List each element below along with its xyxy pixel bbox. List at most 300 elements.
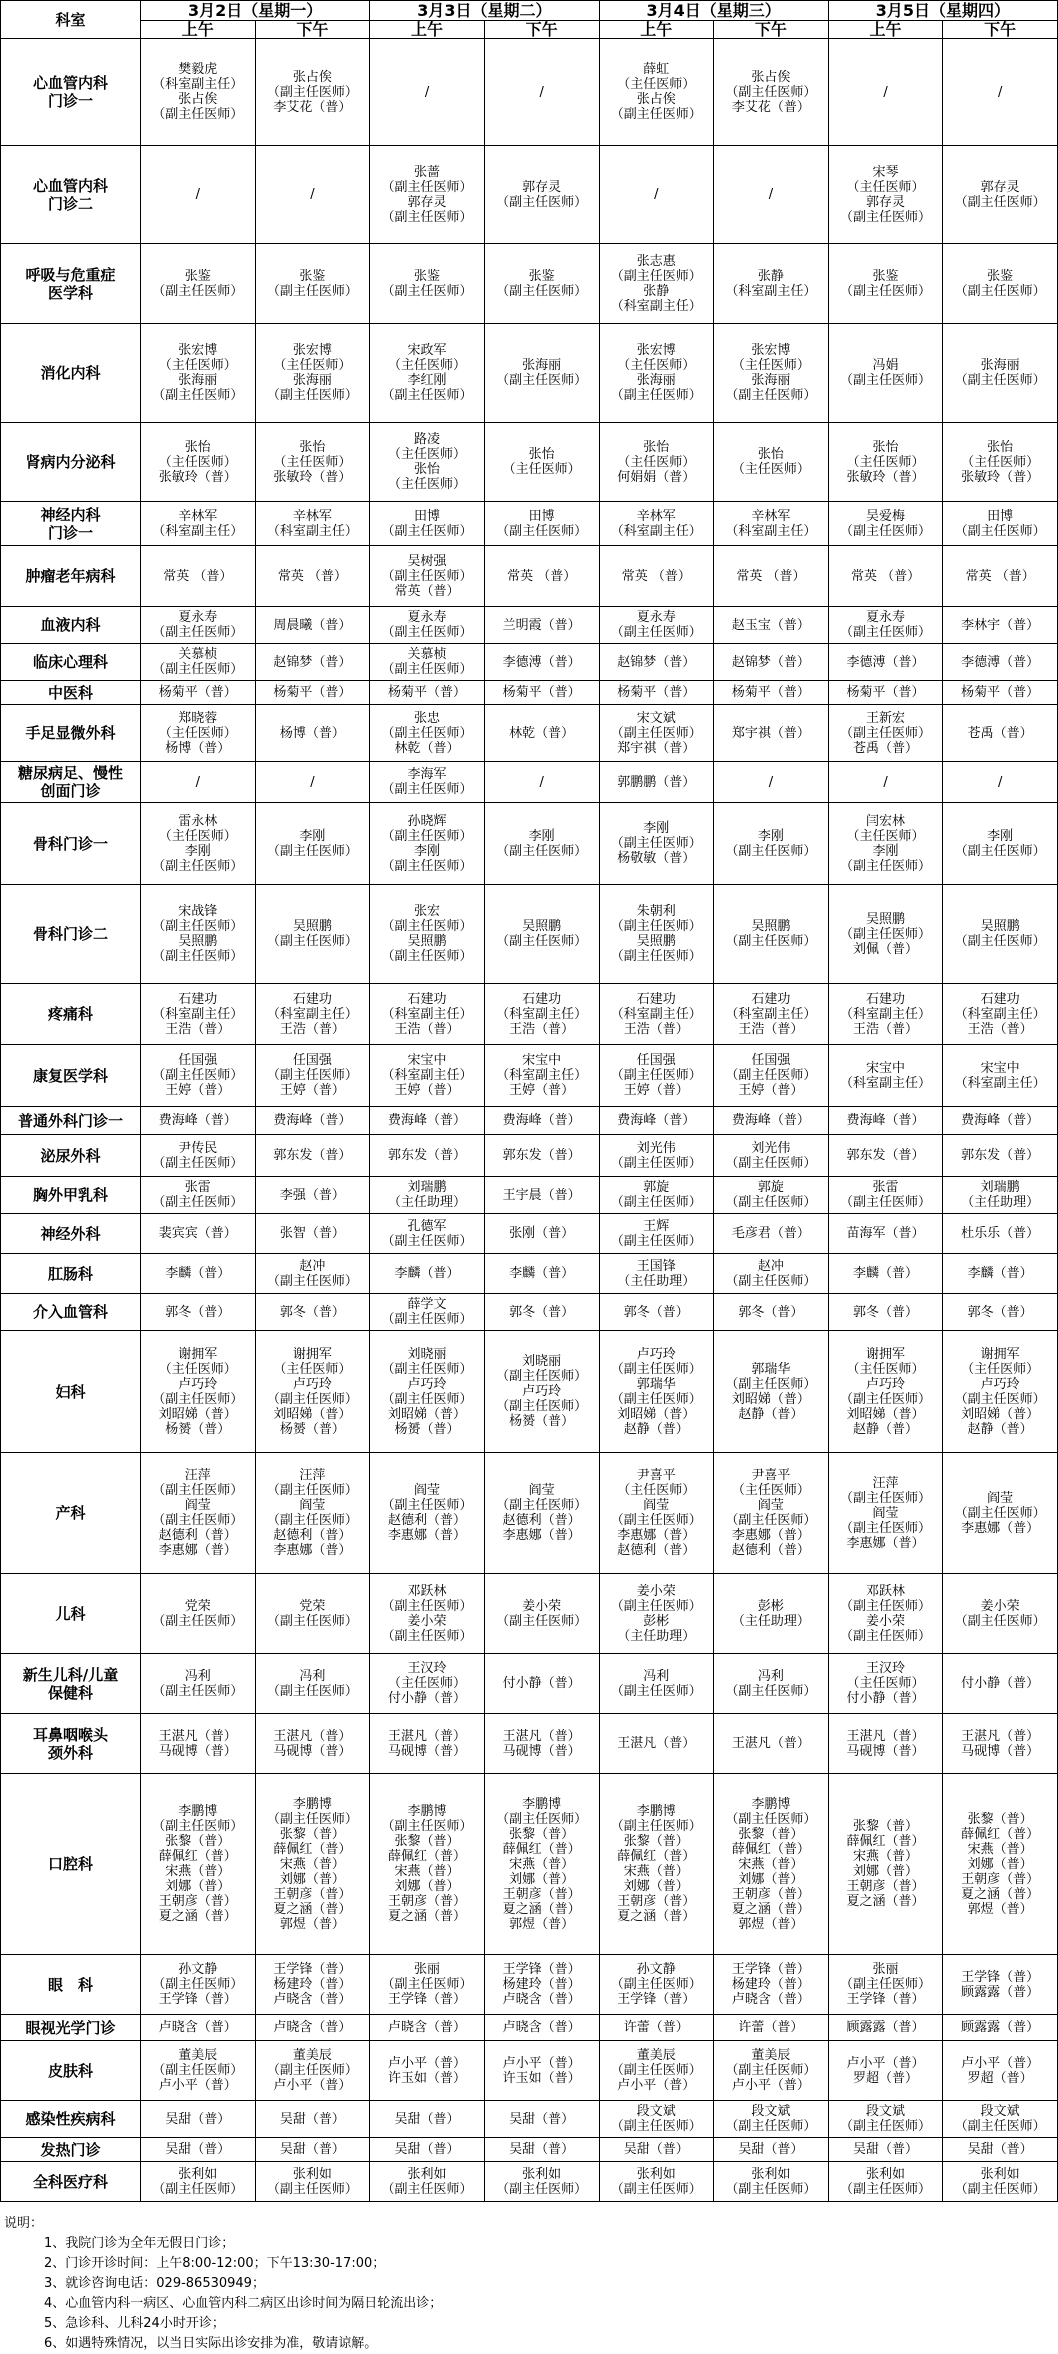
doctor-line: 薛佩红（普） [388,1849,467,1864]
doctor-line: 姜小荣 [636,1583,676,1599]
doctor-line: 吴照鹏 [751,919,791,934]
doctor-line: （副主任医师） [496,1369,588,1384]
doctor-line: 辛林军 [636,508,676,524]
doctor-line: （副主任医师） [266,1613,358,1629]
doctor-line: / [310,187,315,202]
doctor-line: 郭煜（普） [967,1901,1033,1917]
doctor-cell [714,244,829,324]
doctor-line: 刘昭娣（普） [731,1391,810,1407]
doctor-line: （科室副主任） [610,523,702,539]
doctor-line: 薛佩红（普） [731,1841,810,1857]
doctor-cell [599,2138,714,2162]
day-header-tue: 3月3日（星期二） [370,1,599,21]
dept-name-line: 中医科 [47,683,93,702]
doctor-line: 吴甜（普） [967,2142,1033,2157]
doctor-cell [714,39,829,146]
doctor-cell [599,2101,714,2138]
doctor-line: 王学锋（普） [388,1992,467,2007]
doctor-cell [255,2162,370,2202]
doctor-line: 张黎（普） [509,1826,575,1842]
doctor-line: （副主任医师） [954,843,1046,859]
doctor-cell [141,423,256,502]
doctor-line: （副主任医师） [266,1513,358,1528]
schedule-row [1,546,1058,607]
doctor-cell [255,681,370,705]
doctor-cell [484,1254,599,1294]
doctor-line: 张海丽 [292,373,332,388]
doctor-cell [141,546,256,607]
doctor-line: （副主任医师） [610,1598,702,1614]
doctor-line: 张蔷 [414,164,441,180]
doctor-line: 刘瑞鹏 [980,1180,1020,1195]
doctor-line: 李刚 [299,828,326,844]
pm-header: 下午 [943,21,1058,39]
doctor-cell [255,644,370,681]
doctor-line: 张黎（普） [394,1834,460,1849]
doctor-line: （主任医师） [617,77,696,92]
doctor-line: 郭旋 [643,1180,670,1195]
doctor-line: 卢巧玲 [866,1376,906,1392]
doctor-cell [370,2015,485,2041]
doctor-line: （副主任医师） [840,2181,932,2197]
doctor-cell [828,705,943,762]
doctor-line: （主任助理） [731,1613,810,1629]
doctor-line: 阎莹 [299,1498,326,1513]
dept-name-line: 康复医学科 [32,1066,108,1085]
doctor-line: （副主任医师） [381,1498,473,1513]
doctor-line: （副主任医师） [840,209,932,225]
schedule-row [1,2015,1058,2041]
dept-cell [1,1177,141,1214]
doctor-line: 李麟（普） [853,1266,919,1281]
schedule-body [1,39,1058,2202]
doctor-line: 赵冲 [757,1258,784,1274]
doctor-line: 吴甜（普） [394,2111,460,2127]
doctor-cell [255,705,370,762]
doctor-line: （主任助理） [617,1628,696,1644]
doctor-cell [370,1294,485,1331]
doctor-line: 阎莹 [184,1498,211,1513]
dept-name-line: 新生儿科/儿童 [22,1665,119,1684]
doctor-line: 赵静（普） [967,1421,1033,1437]
dept-name-line: 呼吸与危重症 [25,265,116,284]
dept-cell [1,1135,141,1177]
schedule-row [1,681,1058,705]
dept-name-line: 手足显微外科 [25,724,116,742]
doctor-cell [370,1135,485,1177]
dept-name-line: 普通外科门诊一 [17,1111,123,1130]
doctor-line: 邓跃林 [407,1583,447,1599]
doctor-line: （科室副主任） [266,523,358,539]
doctor-cell [599,644,714,681]
doctor-line: （副主任医师） [152,662,244,677]
doctor-cell [828,1107,943,1135]
doctor-line: 王朝彦（普） [273,1886,352,1902]
doctor-line: 雷永林 [178,813,218,829]
doctor-line: （科室副主任） [152,1006,244,1022]
doctor-line: （副主任医师） [381,568,473,584]
doctor-line: 李惠娜（普） [502,1528,581,1543]
doctor-line: / [195,774,200,790]
doctor-cell [943,146,1058,244]
doctor-cell [484,244,599,324]
doctor-line: 刘光伟 [636,1140,676,1156]
doctor-line: （科室副主任） [266,1006,358,1022]
dept-cell [1,1214,141,1254]
dept-cell [1,502,141,546]
doctor-cell [714,1574,829,1654]
dept-cell [1,39,141,146]
doctor-line: 许蕾（普） [738,2020,804,2035]
doctor-line: 张宏博 [636,343,676,358]
dept-cell [1,1254,141,1294]
doctor-line: （副主任医师） [152,919,244,934]
doctor-line: 李鹏博 [636,1804,676,1819]
doctor-line: 张敏玲（普） [158,469,237,485]
dept-name-line: 门诊二 [47,194,93,213]
doctor-line: / [539,774,544,790]
doctor-line: 杜乐乐（普） [961,1226,1040,1241]
doctor-line: （副主任医师） [152,1068,244,1083]
doctor-line: 刘娜（普） [623,1879,689,1894]
doctor-line: 薛佩红（普） [961,1826,1040,1842]
doctor-line: （副主任医师） [496,843,588,859]
doctor-line: 郭东发（普） [961,1148,1040,1163]
doctor-cell [370,546,485,607]
doctor-line: 张海丽 [178,373,218,388]
schedule-row [1,803,1058,885]
doctor-line: 吴甜（普） [853,2142,919,2157]
doctor-line: 刘娜（普） [967,1856,1033,1872]
dept-cell [1,324,141,423]
schedule-row [1,39,1058,146]
doctor-cell [141,2015,256,2041]
doctor-cell [370,2162,485,2202]
doctor-line: 宋琴 [872,164,899,180]
dept-cell [1,1654,141,1714]
doctor-line: 张黎（普） [738,1826,804,1842]
doctor-line: 李艾花（普） [273,99,352,115]
doctor-line: 赵锦梦（普） [617,654,696,670]
doctor-line: （副主任医师） [610,836,702,851]
doctor-line: 卢小平（普） [502,2055,581,2071]
dept-cell [1,762,141,803]
doctor-line: 杨建玲（普） [502,1977,581,1992]
doctor-line: （副主任医师） [381,1819,473,1834]
doctor-line: （主任医师） [273,1361,352,1377]
doctor-line: （副主任医师） [954,194,1046,210]
doctor-line: 杨建玲（普） [273,1977,352,1992]
doctor-cell [255,607,370,644]
doctor-line: 卢晓含（普） [731,1992,810,2007]
doctor-line: （科室副主任） [381,1068,473,1083]
dept-cell [1,644,141,681]
doctor-cell [714,1177,829,1214]
doctor-line: 李艾花（普） [731,99,810,115]
doctor-line: （主任医师） [731,358,810,373]
schedule-row [1,1955,1058,2015]
doctor-line: / [654,187,659,202]
doctor-line: （主任医师） [846,828,925,844]
doctor-line: （副主任医师） [381,179,473,195]
doctor-line: 王朝彦（普） [846,1879,925,1894]
doctor-line: （副主任医师） [381,828,473,844]
doctor-line: （副主任医师） [725,2119,817,2134]
doctor-cell [255,2101,370,2138]
doctor-line: / [424,84,430,100]
schedule-row [1,1107,1058,1135]
doctor-line: （副主任医师） [381,283,473,299]
doctor-line: 王浩（普） [394,1021,460,1037]
dept-name-line: 消化内科 [40,364,101,382]
doctor-cell [599,423,714,502]
doctor-line: （科室副主任） [496,1068,588,1083]
doctor-line: （副主任医师） [725,1195,817,1210]
doctor-line: （副主任医师） [840,373,932,388]
doctor-line: 吴甜（普） [165,2142,231,2157]
doctor-line: 卢小平（普） [961,2055,1040,2071]
doctor-cell [141,502,256,546]
doctor-line: （副主任医师） [954,283,1046,299]
dept-cell [1,1294,141,1331]
doctor-line: （副主任医师） [610,1977,702,1992]
doctor-cell [828,1254,943,1294]
doctor-line: 郭存灵 [980,179,1020,195]
schedule-row [1,885,1058,984]
doctor-line: 阎莹 [872,1505,899,1521]
doctor-line: 石建功 [178,991,218,1007]
doctor-line: 刘昭娣（普） [846,1406,925,1422]
doctor-line: 李惠娜（普） [158,1543,237,1558]
doctor-line: 赵玉宝（普） [731,617,810,633]
schedule-row [1,244,1058,324]
dept-name-line: 疼痛科 [47,1005,93,1023]
doctor-line: （副主任医师） [610,2063,702,2078]
doctor-cell [943,1294,1058,1331]
doctor-cell [943,39,1058,146]
doctor-line: 彭彬 [643,1613,670,1629]
doctor-line: 刘昭娣（普） [158,1406,237,1422]
doctor-line: （副主任医师） [381,949,473,964]
doctor-line: 姜小荣 [980,1598,1020,1614]
doctor-line: 张怡 [528,447,555,462]
doctor-line: 许蕾（普） [623,2020,689,2035]
doctor-line: 王湛凡（普） [273,1728,352,1744]
doctor-cell [370,705,485,762]
doctor-line: 张宏博 [751,343,791,358]
doctor-line: 林乾（普） [394,740,460,756]
doctor-line: 郭冬（普） [165,1304,231,1320]
doctor-line: 李惠娜（普） [846,1535,925,1551]
doctor-line: 杨菊平（普） [158,685,237,700]
doctor-line: 王朝彦（普） [158,1894,237,1909]
doctor-line: （副主任医师） [954,2119,1046,2134]
doctor-cell [599,1574,714,1654]
doctor-line: （副主任医师） [496,523,588,539]
doctor-cell [141,885,256,984]
doctor-line: 樊毅虎 [178,62,218,77]
doctor-line: 杨菊平（普） [846,685,925,700]
doctor-line: （副主任医师） [381,1361,473,1377]
doctor-cell [255,1955,370,2015]
doctor-line: （主任医师） [846,1361,925,1377]
schedule-row [1,2041,1058,2101]
doctor-cell [255,2015,370,2041]
doctor-line: 汪萍 [299,1468,326,1483]
doctor-line: 马砚博（普） [961,1743,1040,1759]
doctor-line: 宋燕（普） [165,1864,231,1879]
doctor-cell [828,146,943,244]
dept-name-line: 颈外科 [47,1743,93,1762]
doctor-line: 许玉如（普） [502,2070,581,2086]
doctor-line: 赵德利（普） [731,1543,810,1558]
doctor-line: 苍禹（普） [853,740,919,756]
doctor-line: 王婷（普） [738,1083,804,1098]
doctor-line: 夏之涵（普） [617,1909,696,1924]
doctor-line: 王学锋（普） [961,1969,1040,1985]
doctor-line: （副主任医师） [840,725,932,741]
doctor-line: 杨赟（普） [394,1421,460,1437]
doctor-line: （副主任医师） [725,1811,817,1827]
doctor-line: 张智（普） [279,1226,345,1241]
doctor-line: 薛虹 [643,62,670,77]
doctor-cell [943,1453,1058,1574]
doctor-line: （副主任医师） [266,1683,358,1699]
doctor-line: 卢巧玲 [636,1346,676,1362]
doctor-line: 王朝彦（普） [502,1886,581,1902]
doctor-line: （副主任医师） [840,2119,932,2134]
doctor-line: 吴甜（普） [509,2142,575,2157]
doctor-line: 李强（普） [279,1187,345,1203]
doctor-line: （副主任医师） [381,782,473,797]
doctor-cell [943,2162,1058,2202]
doctor-cell [943,2041,1058,2101]
schedule-row [1,1214,1058,1254]
doctor-line: 郑晓蓉 [178,710,218,726]
note-item: 1、我院门诊为全年无假日门诊； [44,2236,235,2251]
schedule-row [1,1254,1058,1294]
dept-cell [1,423,141,502]
doctor-line: （主任医师） [846,179,925,195]
doctor-line: 刘昭娣（普） [617,1406,696,1422]
doctor-line: （副主任医师） [840,523,932,539]
note-item: 2、门诊开诊时间：上午8:00-12:00；下午13:30-17:00； [44,2256,386,2271]
doctor-line: 李红刚 [407,373,447,388]
doctor-line: 薛佩红（普） [158,1849,237,1864]
doctor-line: 张黎（普） [279,1826,345,1842]
dept-cell [1,1714,141,1774]
doctor-line: 薛学文 [407,1297,447,1312]
doctor-line: 党荣 [184,1598,211,1614]
doctor-line: 宋燕（普） [738,1856,804,1872]
doctor-line: （主任医师） [961,1361,1040,1377]
doctor-line: 张黎（普） [165,1834,231,1849]
doctor-cell [714,1453,829,1574]
schedule-row [1,423,1058,502]
doctor-line: （副主任医师） [381,858,473,874]
doctor-line: 赵静（普） [853,1421,919,1437]
doctor-cell [484,146,599,244]
doctor-line: 周晨曦（普） [273,617,352,633]
doctor-cell [943,705,1058,762]
doctor-line: 李刚 [414,843,441,859]
doctor-cell [141,1331,256,1453]
doctor-cell [370,1107,485,1135]
doctor-line: 赵锦梦（普） [731,654,810,670]
doctor-line: （主任医师） [388,477,467,492]
doctor-line: 王学锋（普） [158,1992,237,2007]
doctor-cell [599,1254,714,1294]
doctor-line: 费海峰（普） [617,1113,696,1128]
doctor-cell [714,502,829,546]
doctor-line: 卢晓含（普） [273,1992,352,2007]
doctor-line: 费海峰（普） [273,1113,352,1128]
doctor-line: / [310,774,315,790]
doctor-cell [828,1177,943,1214]
dept-name-line: 发热门诊 [40,2140,101,2159]
doctor-cell [141,1955,256,2015]
doctor-cell [141,1294,256,1331]
dept-name-line: 心血管内科 [32,176,108,195]
doctor-line: 张利如 [751,2166,791,2182]
doctor-cell [141,1107,256,1135]
doctor-line: 费海峰（普） [502,1113,581,1128]
doctor-line: （副主任医师） [610,1195,702,1210]
doctor-line: （主任医师） [388,358,467,373]
schedule-row [1,762,1058,803]
doctor-line: （副主任医师） [266,1273,358,1289]
doctor-line: 宋燕（普） [853,1849,919,1864]
doctor-line: （副主任医师） [725,1273,817,1289]
doctor-line: 吴甜（普） [279,2111,345,2127]
doctor-line: 赵冲 [299,1258,326,1274]
doctor-line: 宋燕（普） [623,1864,689,1879]
doctor-line: （科室副主任） [152,523,244,539]
doctor-line: 张鉴 [872,268,899,284]
dept-name-line: 神经内科 [40,505,101,524]
doctor-line: 郭东发（普） [846,1148,925,1163]
doctor-cell [370,1714,485,1774]
dept-name-line: 神经外科 [40,1224,101,1243]
am-header: 上午 [599,21,714,39]
doctor-line: 林乾（普） [509,725,575,741]
doctor-line: （副主任医师） [152,1513,244,1528]
doctor-line: 夏之涵（普） [961,1886,1040,1902]
doctor-cell [141,644,256,681]
doctor-line: 吴甜（普） [738,2142,804,2157]
doctor-line: 郭瑞华 [636,1376,676,1392]
schedule-row [1,1654,1058,1714]
doctor-line: 张鉴 [528,268,555,284]
dept-name-line: 保健科 [47,1683,93,1702]
doctor-line: 宋燕（普） [967,1841,1033,1857]
doctor-cell [484,2101,599,2138]
doctor-cell [141,39,256,146]
doctor-line: （副主任医师） [954,934,1046,949]
doctor-line: 王宇晨（普） [502,1187,581,1203]
doctor-line: （副主任医师） [381,1391,473,1407]
schedule-row [1,1045,1058,1107]
doctor-line: 郭存灵 [522,179,562,195]
doctor-cell [714,607,829,644]
doctor-line: （科室副主任） [725,283,817,299]
doctor-line: （副主任医师） [496,373,588,388]
doctor-line: （副主任医师） [610,2181,702,2197]
doctor-cell [484,762,599,803]
doctor-line: （副主任医师） [266,2063,358,2078]
doctor-cell [484,1453,599,1574]
doctor-cell [484,39,599,146]
